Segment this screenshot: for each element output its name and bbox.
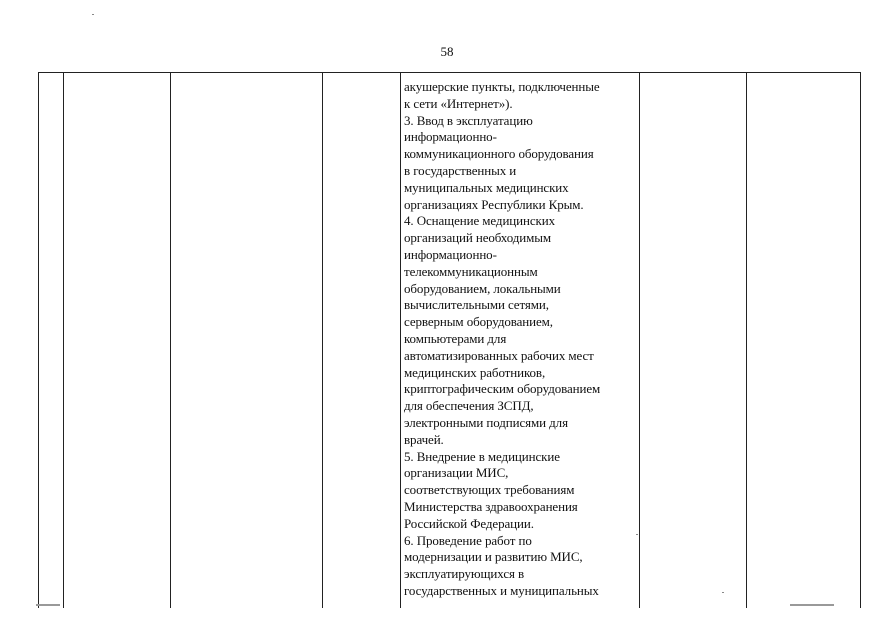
column-divider	[170, 72, 171, 608]
cell-line: электронными подписями для	[404, 414, 568, 430]
cell-line: 5. Внедрение в медицинские	[404, 448, 560, 464]
column-divider	[639, 72, 640, 608]
table-cell-measures	[404, 79, 636, 600]
cell-line: информационно-	[404, 246, 497, 262]
cell-line: 6. Проведение работ по	[404, 532, 532, 548]
column-divider	[746, 72, 747, 608]
cell-line: медицинских работников,	[404, 364, 546, 380]
cell-line: для обеспечения ЗСПД,	[404, 398, 534, 414]
column-divider	[63, 72, 64, 608]
cell-line: государственных и муниципальных	[404, 582, 599, 598]
cell-line: компьютерами для	[404, 330, 507, 346]
cell-line: организаций необходимым	[404, 230, 551, 246]
cell-line: Министерства здравоохранения	[404, 498, 578, 514]
cell-line: в государственных и	[404, 162, 517, 178]
cell-line: модернизации и развитию МИС,	[404, 549, 583, 565]
scan-speck	[636, 534, 638, 535]
scan-smudge	[790, 604, 834, 606]
cell-line: врачей.	[404, 431, 444, 447]
cell-line: к сети «Интернет»).	[404, 95, 513, 111]
cell-line: серверным оборудованием,	[404, 314, 553, 330]
cell-line: организации МИС,	[404, 465, 509, 481]
cell-line: акушерские пункты, подключенные	[404, 79, 600, 94]
cell-line: соответствующих требованиям	[404, 482, 575, 498]
cell-line: организациях Республики Крым.	[404, 196, 584, 212]
cell-line: коммуникационного оборудования	[404, 146, 594, 162]
scan-speck	[722, 592, 724, 593]
cell-line: 4. Оснащение медицинских	[404, 213, 556, 229]
scan-speck	[92, 14, 94, 15]
cell-line: муниципальных медицинских	[404, 179, 569, 195]
cell-line: вычислительными сетями,	[404, 297, 549, 313]
cell-line: телекоммуникационным	[404, 263, 538, 279]
cell-line: автоматизированных рабочих мест	[404, 347, 594, 363]
scan-smudge	[36, 604, 60, 606]
cell-line: Российской Федерации.	[404, 515, 534, 531]
cell-line: эксплуатирующихся в	[404, 566, 525, 582]
page-number: 58	[440, 44, 454, 59]
cell-line: информационно-	[404, 129, 497, 145]
cell-line: криптографическим оборудованием	[404, 381, 601, 397]
cell-line: оборудованием, локальными	[404, 280, 561, 296]
cell-line: 3. Ввод в эксплуатацию	[404, 112, 533, 128]
column-divider	[400, 72, 401, 608]
column-divider	[322, 72, 323, 608]
